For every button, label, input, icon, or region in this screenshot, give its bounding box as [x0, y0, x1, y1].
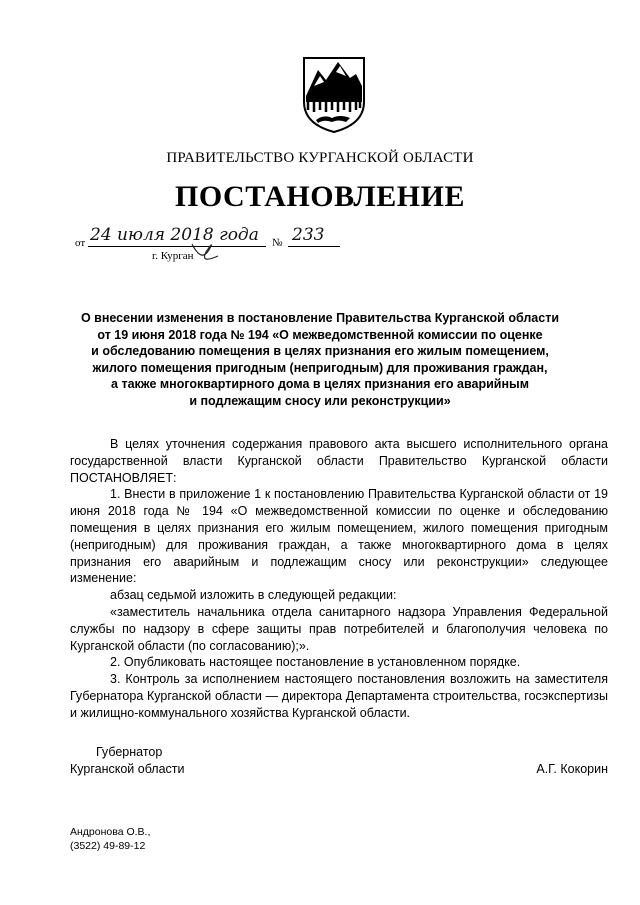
date-underline	[88, 246, 266, 247]
signatory-position-line2: Курганской области	[70, 762, 185, 776]
title-line: и подлежащим сносу или реконструкции»	[189, 393, 451, 408]
signatory-name: А.Г. Кокорин	[536, 762, 608, 776]
date-prefix: от	[75, 237, 86, 249]
executor-name: Андронова О.В.,	[70, 826, 151, 838]
organization-name: ПРАВИТЕЛЬСТВО КУРГАНСКОЙ ОБЛАСТИ	[166, 150, 474, 166]
document-body	[70, 436, 608, 722]
initials-flourish	[188, 238, 228, 268]
title-line: и обследованию помещения в целях признания его жилым помещением,	[91, 344, 549, 358]
title-line: а также многоквартирного дома в целях признания его аварийным	[111, 377, 529, 391]
body-paragraph: 3. Контроль за исполнением настоящего постановления возложить на заместителя Губернатора Курганской области — директора Департамента строительства, госэкспертизы и жилищно-коммунального хозяйства Курганской области.	[70, 672, 608, 720]
title-line: от 19 июня 2018 года № 194 «О межведомственной комиссии по оценке	[97, 327, 543, 342]
body-paragraph: 2. Опубликовать настоящее постановление в установленном порядке.	[110, 655, 521, 670]
signatory-position-line1: Губернатор	[96, 745, 163, 759]
date-value-handwritten: 24 июля 2018 года	[90, 225, 259, 245]
document-type: ПОСТАНОВЛЕНИЕ	[175, 180, 465, 213]
coat-of-arms-emblem	[300, 56, 368, 134]
body-paragraph: «заместитель начальника отдела санитарного надзора Управления Федеральной службы по надзору в сфере защиты прав потребителей и благополучия человека по Курганской области (по согласованию);».	[70, 604, 608, 653]
number-underline	[288, 246, 340, 247]
executor-contact	[70, 826, 150, 853]
title-line: О внесении изменения в постановление Правительства Курганской области	[80, 311, 560, 325]
body-paragraph: абзац седьмой изложить в следующей редакции:	[110, 588, 397, 603]
title-line: жилого помещения пригодным (непригодным) для проживания граждан,	[92, 360, 548, 375]
city-label: г. Курган	[152, 250, 194, 262]
executor-phone: (3522) 49-89-12	[70, 839, 146, 852]
number-value-handwritten: 233	[292, 225, 325, 245]
body-paragraph: 1. Внести в приложение 1 к постановлению Правительства Курганской области от 19 июня 2018 года № 194 «О межведомственной комиссии по оценке и обследованию помещения в целях признания его жилым помещением, жилого помещения пригодным (непригодным) для проживания граждан, а также многоквартирного дома в целях признания его аварийным и подлежащим сносу или реконструкции» следующее изменение:	[70, 487, 608, 586]
document-title	[60, 310, 580, 409]
body-paragraph: В целях уточнения содержания правового акта высшего исполнительного органа государственной власти Курганской области Правительство Курганской области ПОСТАНОВЛЯЕТ:	[70, 437, 608, 485]
number-prefix: №	[272, 237, 283, 249]
